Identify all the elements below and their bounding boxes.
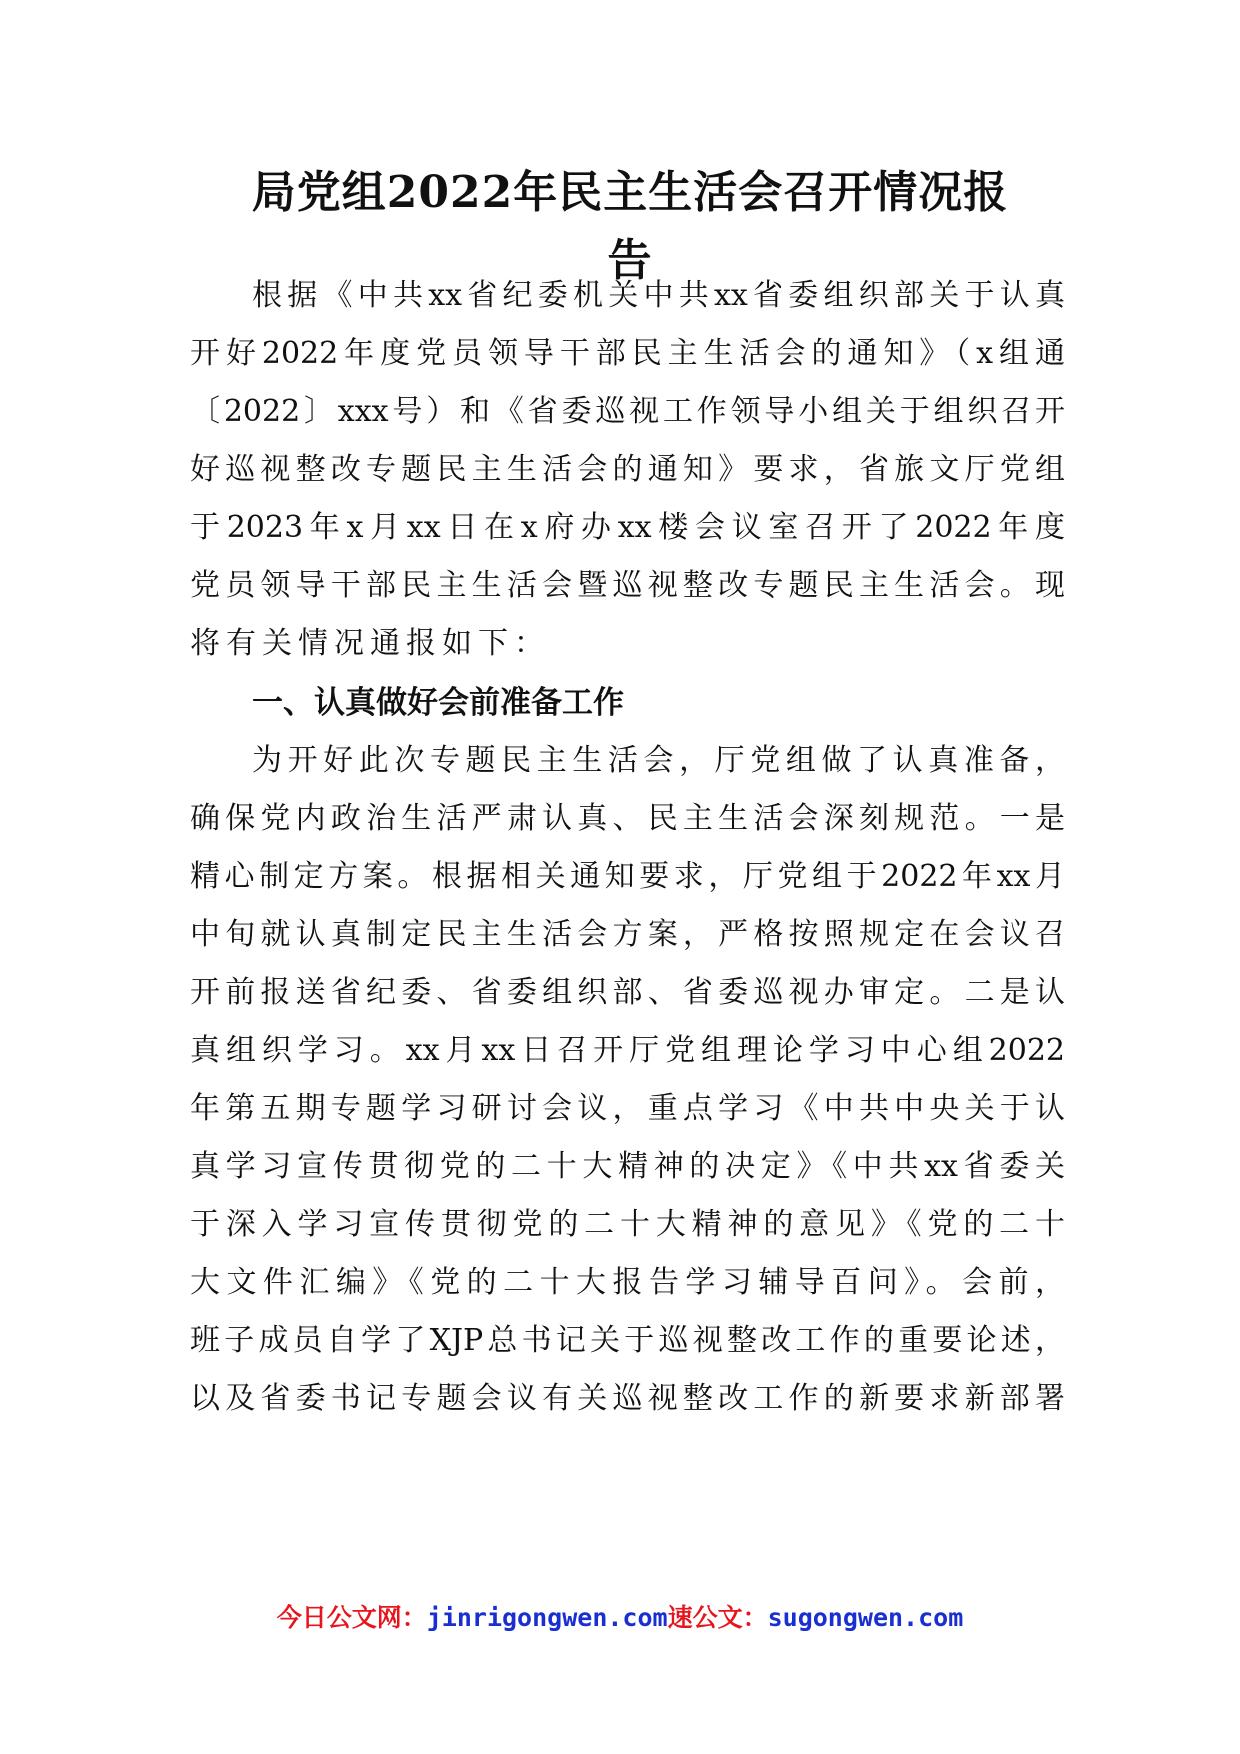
paragraph-2-line: 确保党内政治生活严肃认真、民主生活会深刻规范。一是 <box>190 801 1065 836</box>
paragraph-2-line: 为开好此次专题民主生活会，厅党组做了认真准备， <box>252 743 1065 778</box>
document-title-line-2: 告 <box>607 235 653 286</box>
section-heading-1: 一、认真做好会前准备工作 <box>252 685 624 721</box>
paragraph-2-line: 于深入学习宣传贯彻党的二十大精神的意见》《党的二十 <box>190 1207 1065 1242</box>
footer-label-2: 速公文： <box>667 1603 768 1632</box>
paragraph-2-line: 中旬就认真制定民主生活会方案，严格按照规定在会议召 <box>190 917 1065 952</box>
paragraph-2-line: 精心制定方案。根据相关通知要求，厅党组于2022年xx月 <box>190 859 1065 894</box>
paragraph-1-line: 于2023年x月xx日在x府办xx楼会议室召开了2022年度 <box>190 510 1065 545</box>
document-title-line-1: 局党组2022年民主生活会召开情况报 <box>251 167 1009 218</box>
paragraph-1-line: 党员领导干部民主生活会暨巡视整改专题民主生活会。现 <box>190 568 1065 603</box>
footer-label-1: 今日公文网： <box>276 1603 427 1632</box>
paragraph-2-line: 以及省委书记专题会议有关巡视整改工作的新要求新部署 <box>190 1381 1065 1416</box>
paragraph-1-line: 根据《中共xx省纪委机关中共xx省委组织部关于认真 <box>252 278 1065 313</box>
paragraph-2-line: 班子成员自学了XJP总书记关于巡视整改工作的重要论述， <box>190 1323 1065 1358</box>
footer-watermark <box>0 1598 1240 1634</box>
footer-link-sugongwen[interactable]: sugongwen.com <box>767 1603 964 1632</box>
paragraph-2-line: 开前报送省纪委、省委组织部、省委巡视办审定。二是认 <box>190 975 1065 1010</box>
paragraph-1-line: 〔2022〕xxx号）和《省委巡视工作领导小组关于组织召开 <box>190 394 1065 429</box>
paragraph-1-line: 将有关情况通报如下： <box>190 626 550 661</box>
paragraph-2-line: 真组织学习。xx月xx日召开厅党组理论学习中心组2022 <box>190 1033 1065 1068</box>
paragraph-1-line: 开好2022年度党员领导干部民主生活会的通知》（x组通 <box>190 336 1065 371</box>
paragraph-2-line: 年第五期专题学习研讨会议，重点学习《中共中央关于认 <box>190 1091 1065 1126</box>
paragraph-2-line: 大文件汇编》《党的二十大报告学习辅导百问》。会前， <box>190 1265 1065 1300</box>
paragraph-1-line: 好巡视整改专题民主生活会的通知》要求，省旅文厅党组 <box>190 452 1065 487</box>
footer-link-jinrigongwen[interactable]: jinrigongwen.com <box>426 1603 668 1632</box>
paragraph-2-line: 真学习宣传贯彻党的二十大精神的决定》《中共xx省委关 <box>190 1149 1065 1184</box>
